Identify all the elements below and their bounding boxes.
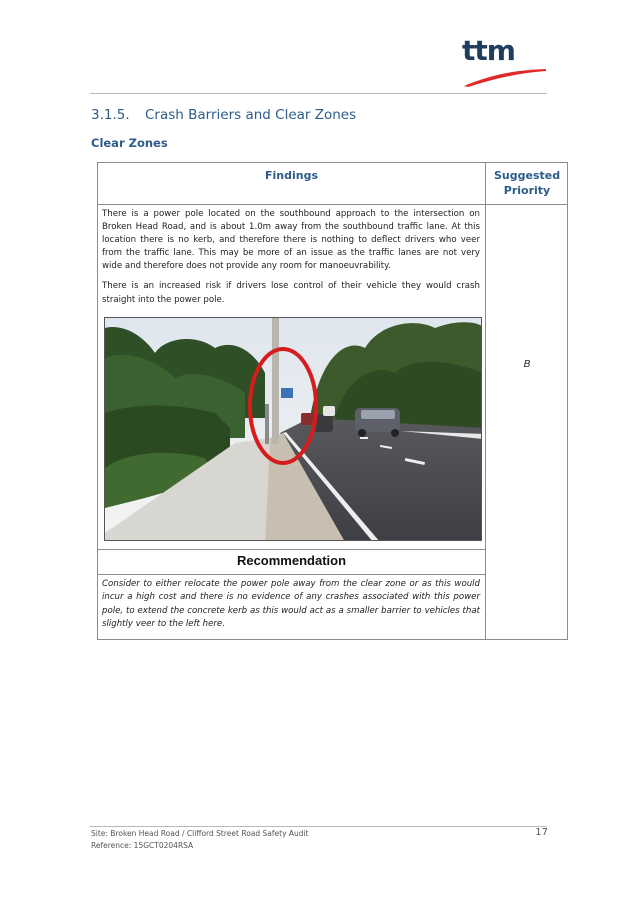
findings-text	[102, 208, 480, 314]
section-heading	[91, 107, 356, 123]
footer-site: Site: Broken Head Road / Clifford Street Road Safety Audit	[91, 829, 309, 838]
priority-header: Suggested Priority	[494, 169, 561, 197]
header-row-divider	[98, 204, 567, 205]
logo-text: ttm	[462, 34, 515, 67]
findings-paragraph-1: There is a power pole located on the southbound approach to the intersection on Broken Head Road, and is about 1.0m away from the southbound traffic lane. At this location there is no kerb, and therefore there is nothing to deflect drivers who veer from the traffic lane. This may be more of an issue as the traffic lanes are not very wide and therefore does not provide any room for manoeuvrability.	[102, 209, 480, 272]
page-number: 17	[535, 827, 548, 838]
recommendation-header: Recommendation	[236, 553, 347, 568]
road-photo-illustration	[105, 318, 482, 541]
priority-value: B	[523, 359, 531, 370]
recommendation-text: Consider to either relocate the power pole away from the clear zone or as this would incur a high cost and there is no evidence of any crashes associated with this power pole, to extend the concrete kerb as this would act as a smaller barrier to vehicles that slightly veer to the left here.	[102, 579, 480, 630]
column-divider	[485, 163, 486, 639]
findings-header: Findings	[264, 169, 318, 182]
section-number: 3.1.5.	[91, 107, 130, 123]
sub-heading: Clear Zones	[91, 136, 168, 150]
ttm-logo	[462, 36, 548, 90]
findings-table	[97, 162, 568, 640]
site-photo	[104, 317, 482, 541]
footer-rule	[90, 826, 547, 827]
findings-paragraph-2: There is an increased risk if drivers lose control of their vehicle they would crash straight into the power pole.	[102, 281, 480, 305]
recommendation-top-divider	[98, 549, 485, 550]
section-title: Crash Barriers and Clear Zones	[145, 107, 357, 123]
recommendation-bottom-divider	[98, 574, 485, 575]
footer-reference: Reference: 15GCT0204RSA	[91, 841, 194, 850]
header-rule	[90, 93, 547, 94]
logo-swoosh-icon	[462, 66, 548, 88]
